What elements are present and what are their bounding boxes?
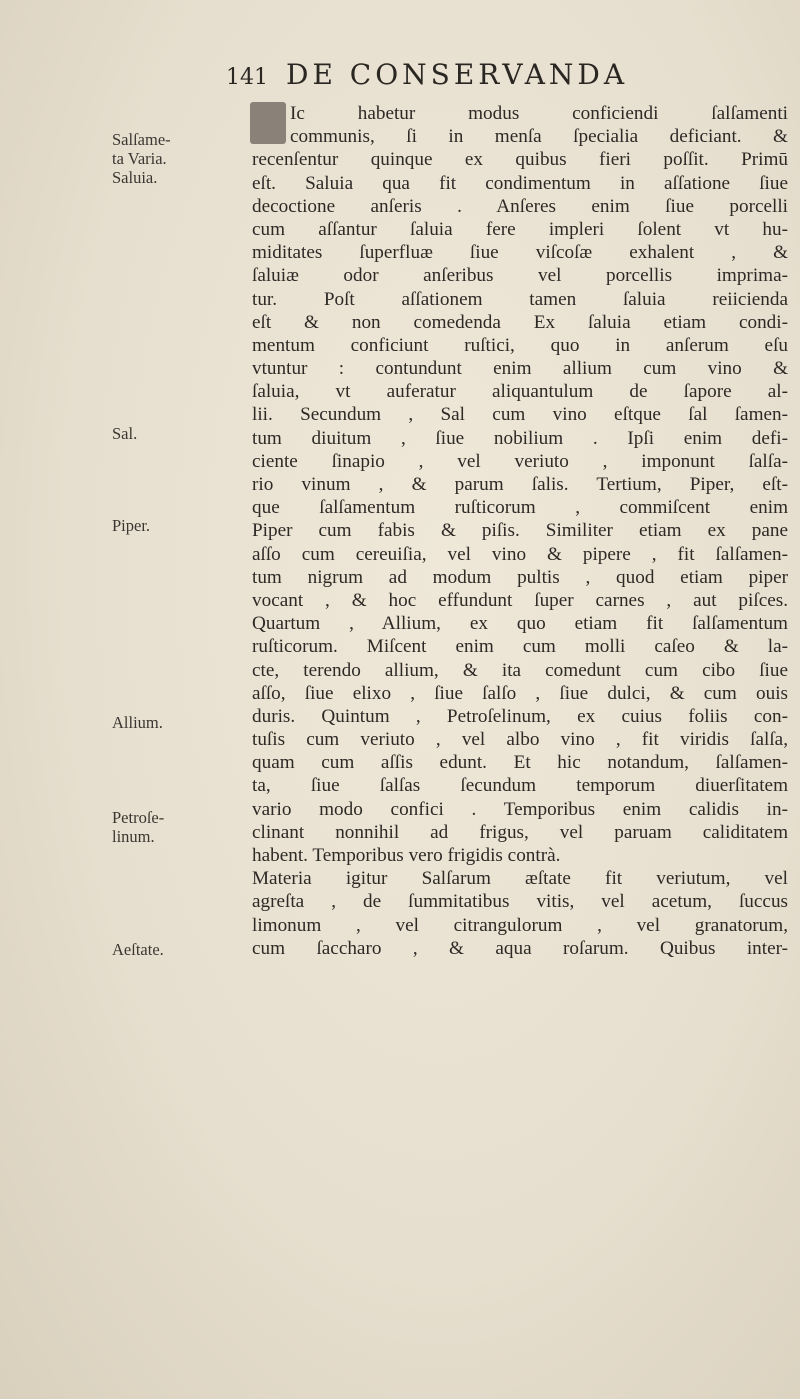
- margin-note-line: Saluia.: [112, 168, 158, 187]
- text-line: quam cum aſſis edunt. Et hic notandum, ſalſamen-: [252, 752, 788, 774]
- margin-note-line: Aeſtate.: [112, 940, 164, 959]
- text-line: vario modo confici . Temporibus enim calidis in-: [252, 798, 788, 820]
- text-line: rio vinum , & parum ſalis. Tertium, Piper, eſt-: [252, 474, 788, 495]
- text-line: ciente ſinapio , vel veriuto , imponunt ſalſa-: [252, 450, 788, 472]
- text-line: ſaluiæ odor anſeribus vel porcellis imprima-: [252, 265, 788, 287]
- text-line: Quartum , Allium, ex quo etiam fit ſalſamentum: [252, 613, 788, 635]
- margin-note-line: ta Varia.: [112, 149, 167, 168]
- text-line: Piper cum fabis & piſis. Similiter etiam ex pane: [252, 520, 788, 542]
- text-line: miditates ſuperfluæ ſiue viſcoſæ exhalent , &: [252, 242, 788, 264]
- text-line: tum diuitum , ſiue nobilium . Ipſi enim defi-: [252, 427, 788, 449]
- text-line: lii. Secundum , Sal cum vino eſtque ſal ſamen-: [252, 404, 788, 426]
- margin-note-sal: [112, 424, 232, 443]
- text-line: decoctione anſeris . Anſeres enim ſiue porcelli: [252, 195, 788, 217]
- text-line: tum nigrum ad modum pultis , quod etiam piper: [252, 566, 788, 588]
- decorated-initial-icon: [250, 102, 286, 144]
- margin-note-salsamenta: [112, 130, 232, 187]
- body-text: [252, 102, 788, 960]
- text-line: limonum , vel citrangulorum , vel granatorum,: [252, 914, 788, 936]
- text-line: aſſo, ſiue elixo , ſiue ſalſo , ſiue dulci, & cum ouis: [252, 682, 788, 704]
- text-line: cum ſaccharo , & aqua roſarum. Quibus inter-: [252, 937, 788, 959]
- margin-note-line: Petroſe-: [112, 808, 165, 827]
- margin-note-line: Piper.: [112, 516, 151, 535]
- text-line: ta, ſiue ſalſas ſecundum temporum diuerſitatem: [252, 775, 788, 797]
- text-line: Materia igitur Salſarum æſtate fit veriutum, vel: [252, 868, 788, 890]
- margin-note-piper: [112, 516, 232, 535]
- margin-note-allium: [112, 713, 232, 732]
- text-line: mentum conficiunt ruſtici, quo in anſerum eſu: [252, 334, 788, 356]
- margin-note-line: Salſame-: [112, 130, 171, 149]
- page-number: 141: [226, 65, 268, 90]
- text-line: eſt & non comedenda Ex ſaluia etiam condi-: [252, 311, 788, 333]
- margin-note-line: Allium.: [112, 713, 163, 732]
- text-line: habent. Temporibus vero frigidis contrà.: [252, 845, 561, 866]
- running-header: [226, 58, 628, 91]
- text-line: cte, terendo allium, & ita comedunt cum cibo ſiue: [252, 659, 788, 681]
- text-line: clinant nonnihil ad frigus, vel paruam caliditatem: [252, 821, 788, 843]
- text-line: tuſis cum veriuto , vel albo vino , fit viridis ſalſa,: [252, 729, 788, 751]
- text-line: Ic habetur modus conficiendi ſalſamenti: [290, 103, 788, 124]
- text-line: agreſta , de ſummitatibus vitis, vel acetum, ſuccus: [252, 891, 788, 913]
- running-title: DE CONSERVANDA: [286, 58, 629, 91]
- text-line: vocant , & hoc effundunt ſuper carnes , aut piſces.: [252, 589, 788, 611]
- text-line: eſt. Saluia qua fit condimentum in aſſatione ſiue: [252, 172, 788, 194]
- margin-note-aestate: [112, 940, 232, 959]
- text-line: recenſentur quinque ex quibus fieri poſſit. Primū: [252, 149, 788, 171]
- text-line: tur. Poſt aſſationem tamen ſaluia reiicienda: [252, 288, 788, 310]
- margin-note-line: Sal.: [112, 424, 138, 443]
- margin-note-line: linum.: [112, 827, 155, 846]
- text-line: cum aſſantur ſaluia fere impleri ſolent vt hu-: [252, 218, 788, 240]
- text-line: vtuntur : contundunt enim allium cum vino &: [252, 358, 788, 380]
- text-line: duris. Quintum , Petroſelinum, ex cuius foliis con-: [252, 705, 788, 727]
- margin-note-petroselinum: [112, 808, 232, 846]
- text-line: ruſticorum. Miſcent enim cum molli caſeo & la-: [252, 636, 788, 658]
- text-line: ſaluia, vt auferatur aliquantulum de ſapore al-: [252, 381, 788, 403]
- text-line: que ſalſamentum ruſticorum , commiſcent enim: [252, 497, 788, 519]
- text-line: communis, ſi in menſa ſpecialia deficiant. &: [290, 126, 788, 148]
- text-line: aſſo cum cereuiſia, vel vino & pipere , fit ſalſamen-: [252, 543, 788, 565]
